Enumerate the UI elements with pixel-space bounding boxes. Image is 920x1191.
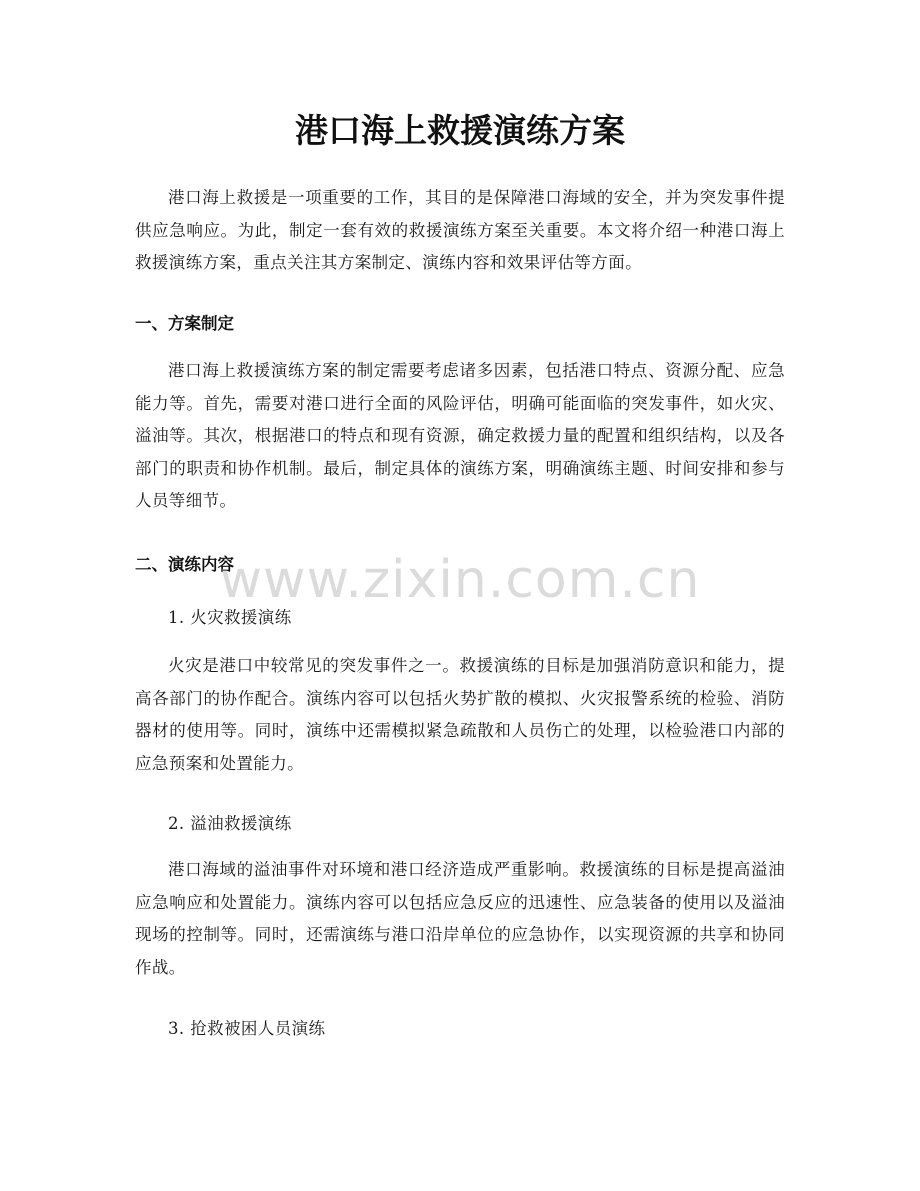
section-heading-plan: 一、方案制定 bbox=[135, 314, 234, 333]
subheading-rescue-trapped-drill: 3. 抢救被困人员演练 bbox=[168, 1019, 326, 1038]
section-heading-content: 二、演练内容 bbox=[135, 555, 234, 574]
subheading-oil-spill-drill: 2. 溢油救援演练 bbox=[168, 814, 292, 833]
oil-spill-paragraph: 港口海域的溢油事件对环境和港口经济造成严重影响。救援演练的目标是提高溢油应急响应和处置能力。演练内容可以包括应急反应的迅速性、应急装备的使用以及溢油现场的控制等。同时，还需演练与港口沿岸单位的应急协作，以实现资源的共享和协同作战。 bbox=[135, 860, 785, 977]
subheading-fire-drill: 1. 火灾救援演练 bbox=[168, 608, 292, 627]
fire-drill-paragraph: 火灾是港口中较常见的突发事件之一。救援演练的目标是加强消防意识和能力，提高各部门的协作配合。演练内容可以包括火势扩散的模拟、火灾报警系统的检验、消防器材的使用等。同时，演练中还需模拟紧急疏散和人员伤亡的处理，以检验港口内部的应急预案和处置能力。 bbox=[135, 656, 785, 773]
document-title: 港口海上救援演练方案 bbox=[295, 111, 625, 150]
plan-paragraph: 港口海上救援演练方案的制定需要考虑诸多因素，包括港口特点、资源分配、应急能力等。首先，需要对港口进行全面的风险评估，明确可能面临的突发事件，如火灾、溢油等。其次，根据港口的特点和现有资源，确定救援力量的配置和组织结构，以及各部门的职责和协作机制。最后，制定具体的演练方案，明确演练主题、时间安排和参与人员等细节。 bbox=[135, 361, 785, 510]
watermark: www.zixin.com.cn bbox=[219, 550, 701, 610]
intro-paragraph: 港口海上救援是一项重要的工作，其目的是保障港口海域的安全，并为突发事件提供应急响应。为此，制定一套有效的救援演练方案至关重要。本文将介绍一种港口海上救援演练方案，重点关注其方案制定、演练内容和效果评估等方面。 bbox=[135, 188, 785, 272]
